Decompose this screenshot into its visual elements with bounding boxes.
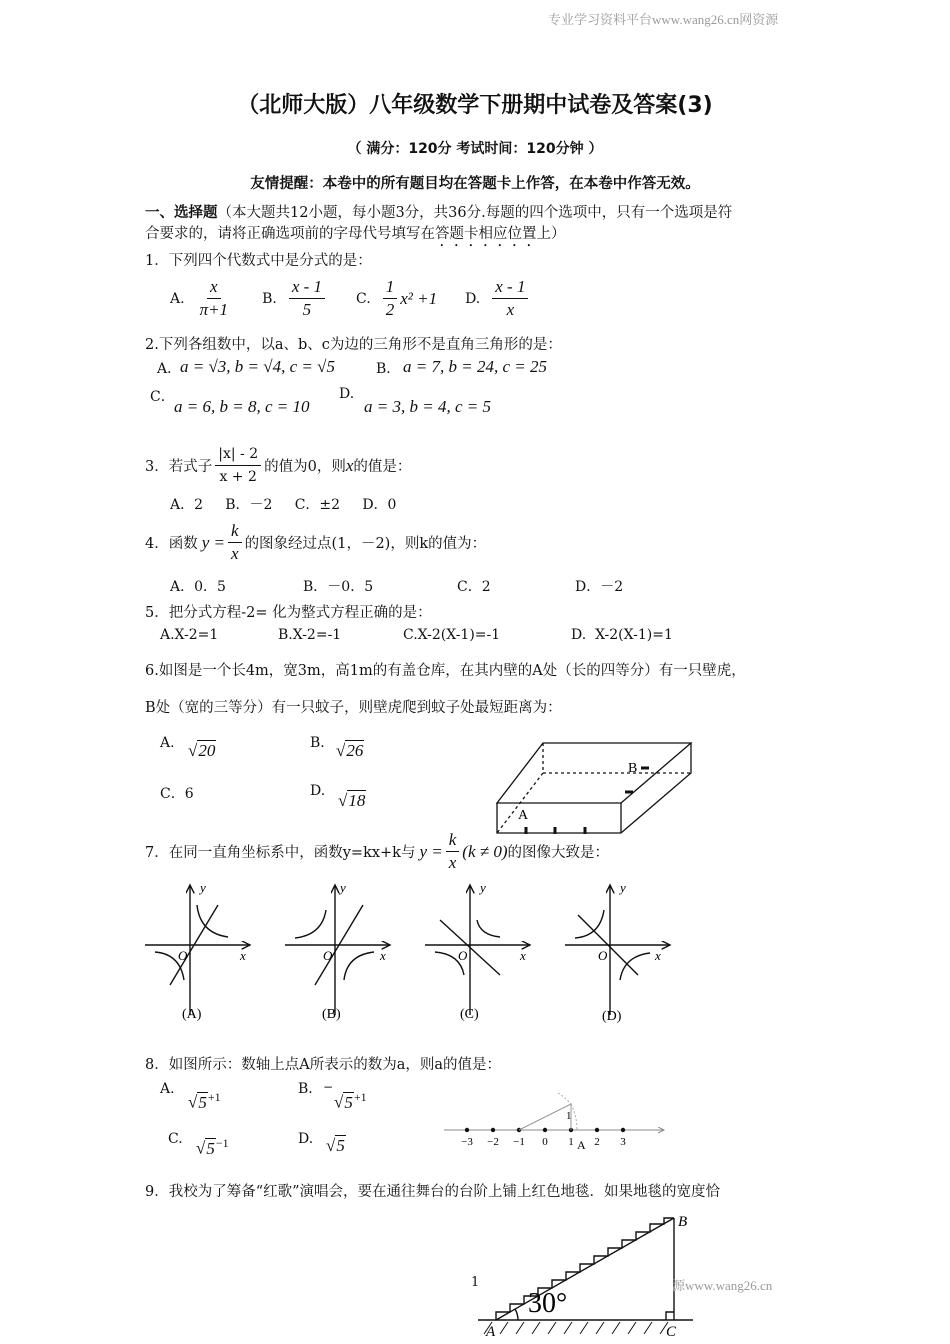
q6-label-a: A bbox=[518, 808, 529, 823]
q9-line1: 9．我校为了筹备“红歌”演唱会，要在通往舞台的台阶上铺上红色地毯．如果地毯的宽度恰 bbox=[145, 1184, 721, 1200]
q9-label-a: A bbox=[486, 1324, 496, 1340]
q1-b-num: x - 1 bbox=[289, 276, 325, 299]
q8-tick: 3 bbox=[620, 1136, 626, 1148]
q1-b-den: 5 bbox=[302, 300, 312, 319]
q7-stem bbox=[145, 829, 609, 874]
q8-option-d-label: D. bbox=[298, 1131, 314, 1147]
q1-option-a-frac bbox=[197, 276, 232, 321]
q8-option-c-label: C. bbox=[168, 1131, 183, 1147]
exam-info: （ 满分：120分 考试时间：120分钟 ） bbox=[347, 141, 603, 157]
q1-option-b-label: B. bbox=[262, 290, 277, 307]
q6-d-radicand: 18 bbox=[348, 791, 366, 810]
q8-a-expr: +1 bbox=[207, 1090, 221, 1104]
q8-option-a-label: A. bbox=[160, 1081, 175, 1097]
q2-option-b-expr: a = 7, b = 24, c = 25 bbox=[403, 357, 547, 376]
q1-option-c-label: C. bbox=[356, 290, 371, 307]
q7-c-axis-y: y bbox=[480, 880, 486, 895]
q9-label-b: B bbox=[678, 1214, 688, 1230]
page-title: （北师大版）八年级数学下册期中试卷及答案(3) bbox=[237, 93, 713, 118]
q7-b-axis-x: x bbox=[380, 948, 386, 963]
q1-option-d-frac bbox=[492, 276, 528, 321]
q1-option-c-frac bbox=[383, 276, 398, 321]
q8-tick: −1 bbox=[513, 1136, 525, 1148]
q5-option-c: C.X-2(X-1)=-1 bbox=[403, 627, 501, 643]
q7-a-axis-y: y bbox=[200, 880, 206, 895]
q6-option-d-val: √18 bbox=[338, 791, 366, 810]
q3-stem-post: 的值是： bbox=[353, 459, 412, 475]
q7-c-origin: O bbox=[458, 948, 468, 963]
q8-tick: 1 bbox=[568, 1136, 574, 1148]
q4-stem-pre: 4．函数 bbox=[145, 536, 198, 552]
section1-line1 bbox=[145, 201, 732, 222]
q8-tick: −2 bbox=[487, 1136, 499, 1148]
q5-stem: 5．把分式方程-2= 化为整式方程正确的是： bbox=[145, 605, 432, 621]
q8-option-b: $√5^{+1}$ bbox=[334, 1090, 367, 1112]
q4-option-d: D．－2 bbox=[575, 579, 624, 595]
q2-option-a-expr: a = √3, b = √4, c = √5 bbox=[180, 357, 335, 376]
q8-tick: −3 bbox=[461, 1136, 473, 1148]
q7-stem-pre: 7．在同一直角坐标系中，函数y=kx+k与 bbox=[145, 845, 416, 861]
q7-caption-b: (B) bbox=[322, 1007, 341, 1022]
q5-option-a: A.X-2=1 bbox=[160, 627, 219, 643]
q4-option-a: A．0．5 bbox=[170, 579, 226, 595]
q8-b-radicand: 5 bbox=[344, 1092, 353, 1112]
q8-option-d: √5 bbox=[326, 1136, 345, 1155]
q7-d-axis-x: x bbox=[655, 948, 661, 963]
q8-b-expr: +1 bbox=[353, 1090, 367, 1104]
q4-stem-post: 的图象经过点(1，－2)，则k的值为： bbox=[244, 536, 487, 552]
q8-stem: 8．如图所示：数轴上点A所表示的数为a，则a的值是： bbox=[145, 1057, 501, 1073]
q4-option-b: B．－0．5 bbox=[303, 579, 374, 595]
q8-option-b-label: B. bbox=[298, 1081, 313, 1097]
q7-condition: (k ≠ 0) bbox=[462, 841, 508, 861]
q8-label-one: 1 bbox=[566, 1110, 572, 1122]
q8-tick: 0 bbox=[542, 1136, 548, 1148]
q8-option-c: $√5^{-1}$ bbox=[196, 1136, 229, 1158]
q6-a-radicand: 20 bbox=[198, 741, 216, 760]
q7-a-axis-x: x bbox=[240, 948, 246, 963]
q6-warehouse-diagram bbox=[485, 735, 695, 840]
q7-c-axis-x: x bbox=[520, 948, 526, 963]
q4-option-c: C．2 bbox=[457, 579, 491, 595]
reminder: 友情提醒：本卷中的所有题目均在答题卡上作答，在本卷中作答无效。 bbox=[250, 176, 700, 192]
q6-option-b-val: √26 bbox=[336, 741, 364, 760]
q1-option-b-frac bbox=[289, 276, 325, 321]
page-number: 1 bbox=[471, 1275, 480, 1290]
q2-option-a-label: A． bbox=[157, 361, 182, 377]
q2-option-d-expr: a = 3, b = 4, c = 5 bbox=[364, 397, 491, 416]
q3-options: A．2 B．－2 C．±2 D．0 bbox=[170, 497, 397, 513]
q7-b-origin: O bbox=[323, 948, 333, 963]
q6-line2: B处（宽的三等分）有一只蚊子，则壁虎爬到蚊子处最短距离为： bbox=[145, 700, 562, 716]
q2-option-c-label: C． bbox=[150, 389, 175, 405]
q7-d-origin: O bbox=[598, 948, 608, 963]
q6-option-c: C．6 bbox=[160, 786, 194, 802]
footer-watermark: 源www.wang26.cn bbox=[672, 1278, 773, 1293]
q3-stem-pre: 3．若式子 bbox=[145, 459, 213, 475]
q7-graphs bbox=[140, 880, 660, 1030]
q1-option-a-label: A. bbox=[170, 290, 185, 307]
q7-y: y = bbox=[419, 841, 443, 861]
q1-option-d-label: D. bbox=[465, 290, 481, 307]
q2-option-c-expr: a = 6, b = 8, c = 10 bbox=[174, 397, 310, 416]
q6-option-b-label: B. bbox=[310, 735, 325, 751]
q8-label-a: A bbox=[577, 1138, 586, 1152]
section1-desc2a: 合要求的，请将正确选项前的字母代号填写在 bbox=[145, 226, 435, 242]
q7-graph-c bbox=[425, 885, 530, 1015]
q1-d-den: x bbox=[506, 300, 515, 319]
section1-line2 bbox=[145, 222, 566, 250]
q4-stem bbox=[145, 520, 486, 565]
q7-d-axis-y: y bbox=[620, 880, 626, 895]
section1-desc2c: 上） bbox=[536, 226, 566, 242]
q6-line1: 6.如图是一个长4m，宽3m，高1m的有盖仓库，在其内壁的A处（长的四等分）有一只壁虎， bbox=[145, 663, 746, 679]
q3-frac-den: x + 2 bbox=[219, 469, 257, 485]
q4-fraction bbox=[228, 520, 242, 565]
q1-a-den: π+1 bbox=[199, 300, 229, 319]
q8-option-a: $√5^{+1}$ bbox=[188, 1090, 221, 1112]
q7-k: k bbox=[446, 829, 460, 852]
q1-a-num: x bbox=[207, 276, 221, 299]
q7-a-origin: O bbox=[178, 948, 188, 963]
q2-stem: 2.下列各组数中，以a、b、c为边的三角形不是直角三角形的是： bbox=[145, 337, 562, 353]
q1-c-den: 2 bbox=[385, 300, 395, 319]
q2-option-d-label: D. bbox=[339, 386, 355, 402]
q7-caption-a: (A) bbox=[182, 1007, 202, 1022]
q8-c-expr: −1 bbox=[215, 1136, 229, 1150]
q8-number-line bbox=[440, 1085, 670, 1157]
q6-option-a-val: √20 bbox=[188, 741, 216, 760]
q4-y: y = bbox=[201, 532, 226, 552]
q1-c-rest: x² +1 bbox=[400, 288, 438, 308]
q6-option-a-label: A. bbox=[160, 735, 175, 751]
q6-b-radicand: 26 bbox=[346, 741, 364, 760]
q7-graph-a bbox=[145, 885, 250, 1015]
section1-heading: 一、选择题 bbox=[145, 205, 218, 221]
q8-b-pre: − bbox=[323, 1080, 334, 1094]
q4-k: k bbox=[228, 520, 242, 543]
q9-label-c: C bbox=[666, 1324, 677, 1340]
section1-desc2b: 答题卡相应位置 bbox=[435, 226, 537, 242]
q5-option-b: B.X-2=-1 bbox=[278, 627, 342, 643]
q3-frac-num: |x| - 2 bbox=[215, 443, 261, 466]
q7-graph-b bbox=[285, 885, 390, 1015]
q7-caption-d: (D) bbox=[602, 1009, 622, 1024]
q1-d-num: x - 1 bbox=[492, 276, 528, 299]
q6-label-b: B bbox=[628, 761, 638, 776]
q7-fraction bbox=[446, 829, 460, 874]
section1-desc1: （本大题共12小题，每小题3分，共36分.每题的四个选项中，只有一个选项是符 bbox=[217, 205, 733, 221]
q5-option-d: D. X-2(X-1)=1 bbox=[571, 627, 673, 643]
q7-b-axis-y: y bbox=[340, 880, 346, 895]
q7-caption-c: (C) bbox=[460, 1007, 479, 1022]
q8-tick: 2 bbox=[594, 1136, 600, 1148]
q9-angle: 30° bbox=[528, 1288, 568, 1319]
q7-x: x bbox=[448, 853, 457, 872]
q8-a-radicand: 5 bbox=[198, 1092, 207, 1112]
q8-c-radicand: 5 bbox=[206, 1138, 215, 1158]
q3-fraction bbox=[215, 443, 261, 488]
q2-option-b-label: B． bbox=[376, 361, 401, 377]
q1-c-num: 1 bbox=[383, 276, 398, 299]
q6-option-d-label: D. bbox=[310, 783, 326, 799]
q3-stem-mid: 的值为0，则 bbox=[264, 459, 346, 475]
header-site-text: 专业学习资料平台www.wang26.cn网资源 bbox=[548, 12, 779, 27]
q1-options bbox=[170, 276, 531, 321]
q1-stem: 1．下列四个代数式中是分式的是： bbox=[145, 253, 372, 269]
q4-x: x bbox=[231, 544, 239, 563]
q3-stem bbox=[145, 443, 411, 488]
q3-var: x bbox=[345, 455, 354, 475]
q7-stem-post: 的图像大致是： bbox=[507, 845, 609, 861]
q8-d-radicand: 5 bbox=[336, 1136, 345, 1155]
